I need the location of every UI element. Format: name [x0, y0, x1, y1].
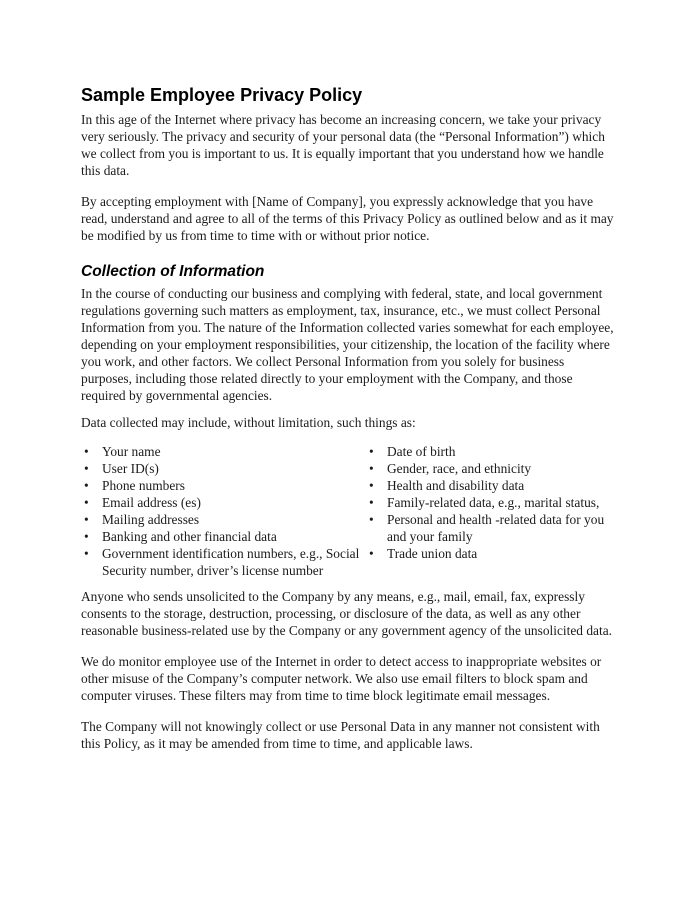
- paragraph-unsolicited-data: Anyone who sends unsolicited to the Company by any means, e.g., mail, email, fax, expressly consents to the storage, destruction, processing, or disclosure of the data, as well as any other reasonable business-related use by the Company or any government agency of the unsolicited data.: [81, 589, 612, 638]
- list-item-label: Date of birth: [387, 444, 456, 459]
- list-item: [366, 477, 614, 494]
- list-item-label: Personal and health -related data for you and your family: [387, 512, 605, 544]
- list-item: [81, 477, 366, 494]
- bullet-icon: [369, 511, 374, 528]
- paragraph-collection-body: In the course of conducting our business and complying with federal, state, and local government regulations governing such matters as employment, tax, insurance, etc., we must collect Personal Information from you. The nature of the Information collected varies somewhat for each employee, depending on your employment responsibilities, your citizenship, the location of the facility where you work, and other factors. We collect Personal Information from you solely for business purposes, including those related directly to your employment with the Company, and those required by governmental agencies.: [81, 286, 614, 403]
- list-item: [366, 494, 614, 511]
- list-item: [81, 511, 366, 528]
- list-item: [81, 545, 366, 579]
- bullet-icon: [84, 494, 89, 511]
- paragraph-intro-1: In this age of the Internet where privacy has become an increasing concern, we take your privacy very seriously. The privacy and security of your personal data (the “Personal Information”) which we collect from you is important to us. It is equally important that you understand how we handle this data.: [81, 112, 605, 178]
- list-item-label: Banking and other financial data: [102, 529, 277, 544]
- bullet-icon: [84, 460, 89, 477]
- bullet-icon: [84, 511, 89, 528]
- list-item-label: User ID(s): [102, 461, 159, 476]
- list-item: [81, 460, 366, 477]
- list-item: [366, 545, 614, 562]
- bullet-icon: [84, 477, 89, 494]
- page-title: Sample Employee Privacy Policy: [81, 85, 363, 105]
- paragraph-internet-monitoring: We do monitor employee use of the Internet in order to detect access to inappropriate websites or other misuse of the Company’s computer network. We also use email filters to block spam and computer viruses. These filters may from time to time block legitimate email messages.: [81, 654, 602, 703]
- list-item: [366, 443, 614, 460]
- bullet-icon: [369, 545, 374, 562]
- paragraph-policy-consistency: The Company will not knowingly collect or use Personal Data in any manner not consistent with this Policy, as it may be amended from time to time, and applicable laws.: [81, 719, 600, 751]
- list-item-label: Health and disability data: [387, 478, 525, 493]
- bullet-icon: [369, 460, 374, 477]
- bullet-list-columns: [81, 443, 614, 579]
- list-item: [366, 460, 614, 477]
- list-item-label: Your name: [102, 444, 161, 459]
- list-item: [366, 511, 614, 545]
- bullet-icon: [84, 528, 89, 545]
- list-item-label: Trade union data: [387, 546, 478, 561]
- list-item-label: Phone numbers: [102, 478, 185, 493]
- bullet-icon: [84, 443, 89, 460]
- list-item-label: Gender, race, and ethnicity: [387, 461, 532, 476]
- paragraph-intro-2: By accepting employment with [Name of Company], you expressly acknowledge that you have read, understand and agree to all of the terms of this Privacy Policy as outlined below and as it may be modified by us from time to time with or without prior notice.: [81, 194, 614, 243]
- bullet-list-left-column: [81, 443, 366, 579]
- bullet-icon: [369, 494, 374, 511]
- bullet-list-right-column: [366, 443, 614, 579]
- bullet-icon: [369, 477, 374, 494]
- paragraph-list-intro: Data collected may include, without limitation, such things as:: [81, 415, 416, 430]
- list-item-label: Email address (es): [102, 495, 201, 510]
- list-item: [81, 528, 366, 545]
- list-item: [81, 443, 366, 460]
- list-item: [81, 494, 366, 511]
- list-item-label: Government identification numbers, e.g., Social Security number, driver’s license number: [102, 546, 360, 578]
- bullet-icon: [84, 545, 89, 562]
- section-heading-collection-of-information: Collection of Information: [81, 263, 265, 280]
- bullet-icon: [369, 443, 374, 460]
- list-item-label: Family-related data, e.g., marital status,: [387, 495, 600, 510]
- list-item-label: Mailing addresses: [102, 512, 200, 527]
